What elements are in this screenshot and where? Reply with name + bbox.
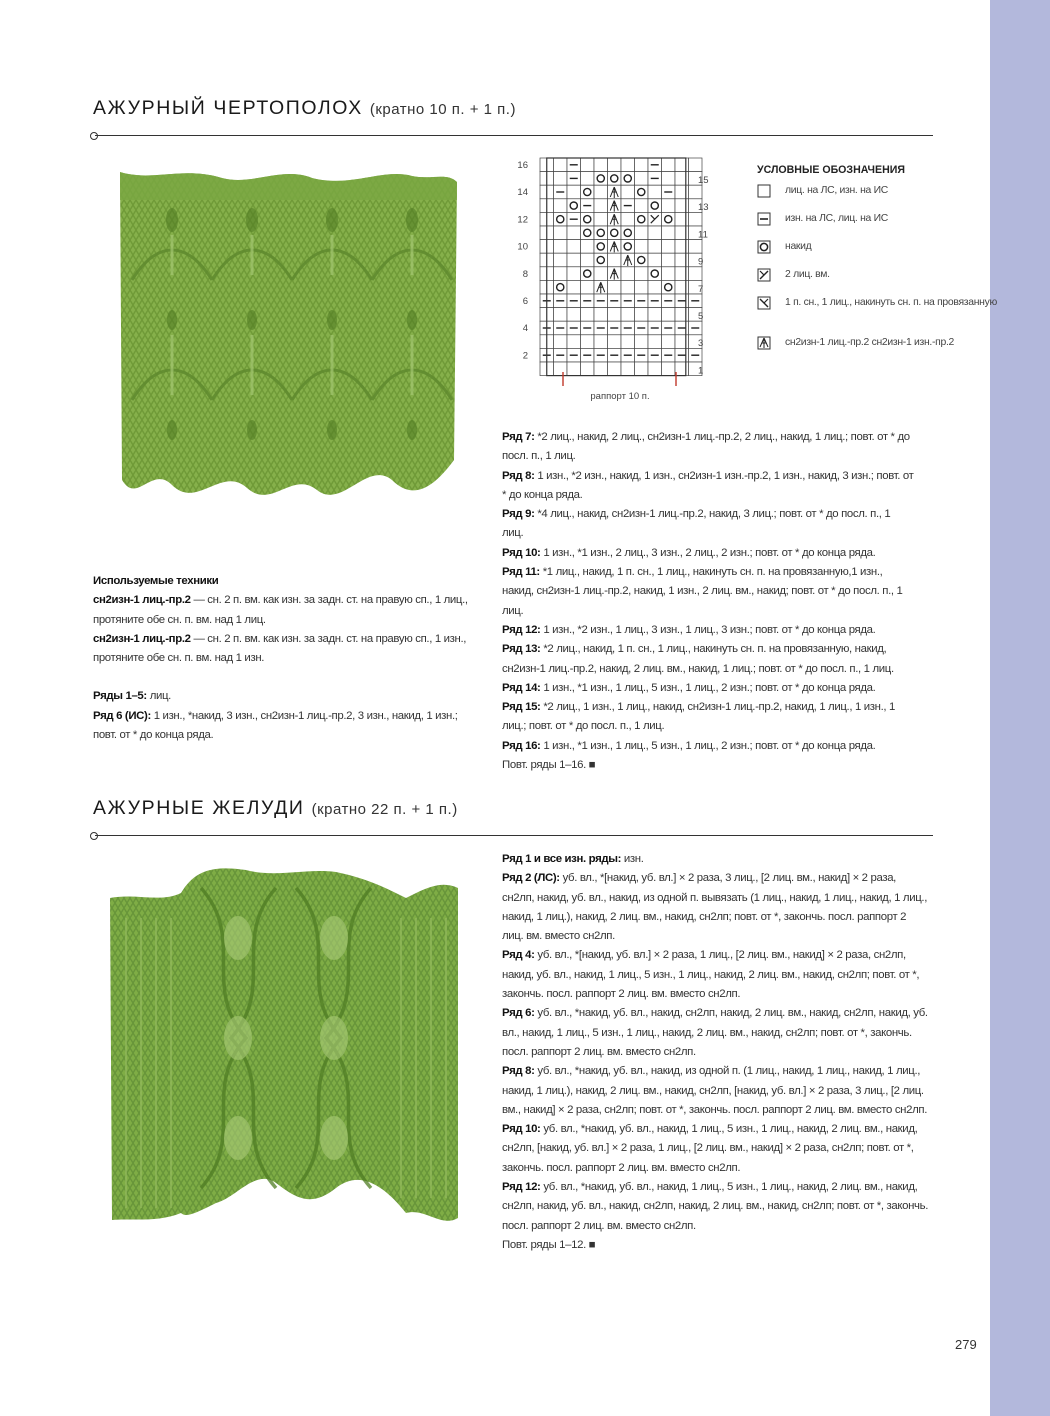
chart-cell: [554, 280, 568, 294]
row-text: уб. вл., *накид, уб. вл., накид, из одной п. (1 лиц., накид, 1 лиц., накид, 1 лиц., накид, 1 лиц.), накид, 2 лиц. вм., накид, сн2лп, [накид, уб. вл.] × 2 раза, 3 лиц., [2 лиц. вм., накид] × 2 раза, сн2лп; повт. от *, закончь. посл. раппорт 2 лиц. вм. вместо сн2лп.: [502, 1065, 928, 1116]
chart-cell: [675, 185, 689, 199]
chart-cell: [648, 267, 662, 281]
row-text: уб. вл., *накид, уб. вл., накид, сн2лп, накид, 2 лиц. вм., накид, сн2лп, накид, уб. вл., накид, 1 лиц., 5 изн., 1 лиц., накид, 2 лиц. вм., накид, сн2лп; повт. от *, закончь. посл. раппорт 2 лиц. вм. вместо сн2лп.: [502, 1007, 928, 1058]
diagonal-left-icon: [757, 268, 771, 282]
row-instruction: [502, 1178, 930, 1236]
row-instruction: [502, 698, 914, 737]
row-label: Ряд 14:: [502, 681, 541, 694]
chart-cell: [608, 308, 622, 322]
chart-cell: [648, 226, 662, 240]
chart-cell: [554, 199, 568, 213]
chart-cell: [662, 362, 676, 376]
chart-cell: [581, 185, 595, 199]
row-number-right: 13: [698, 202, 709, 214]
row-label: Ряд 10:: [502, 546, 541, 559]
chart-cell: [675, 280, 689, 294]
chart-cell: [662, 240, 676, 254]
chart-cell: [554, 253, 568, 267]
section1-title: АЖУРНЫЙ ЧЕРТОПОЛОХ: [93, 97, 363, 119]
legend-item-psso: [757, 296, 997, 332]
row-instruction: [502, 1062, 930, 1120]
row-number-left: 10: [517, 241, 528, 253]
row-number-right: 11: [698, 229, 708, 241]
technique-item: [93, 630, 473, 669]
section2-rule-dot: [90, 832, 98, 840]
row-label: Ряд 12:: [502, 623, 541, 636]
chart-cell: [594, 199, 608, 213]
repeat-label: раппорт 10 п.: [590, 391, 650, 402]
row-label: Ряды 1–5:: [93, 690, 147, 703]
chart-cell: [635, 308, 649, 322]
row-instruction: [502, 946, 930, 1004]
chart-cell: [648, 308, 662, 322]
row-number-right: 3: [698, 338, 704, 350]
section1-subtitle: (кратно 10 п. + 1 п.): [369, 101, 516, 118]
chart-cell: [554, 240, 568, 254]
section2-subtitle: (кратно 22 п. + 1 п.): [311, 801, 458, 818]
row-number-right: 15: [698, 175, 709, 186]
dash-square-icon: [757, 212, 771, 226]
chart-cell: [554, 226, 568, 240]
section2-rows: [502, 850, 930, 1255]
row-text: уб. вл., *[накид, уб. вл.] × 2 раза, 3 лиц., [2 лиц. вм., накид] × 2 раза, сн2лп, накид, уб. вл., накид, из одной п. вывязать (1 лиц., накид, 1 лиц., накид, 1 лиц., накид, 1 лиц.), накид, 2 лиц. вм., накид, сн2лп; повт. от *, закончь. посл. раппорт 2 лиц. вм. вместо сн2лп.: [502, 872, 928, 943]
section2-rule: [95, 835, 933, 836]
legend-psso-text: 1 п. сн., 1 лиц., накинуть сн. п. на провязанную: [785, 297, 997, 308]
row-instruction: [502, 505, 914, 544]
chart-cell: [608, 226, 622, 240]
row-text: уб. вл., *накид, уб. вл., накид, 1 лиц., 5 изн., 1 лиц., накид, 2 лиц. вм., накид, сн2лп, [накид, уб. вл.] × 2 раза, 1 лиц., [2 лиц. вм., накид] × 2 раза, сн2лп; повт. от *, закончь. посл. раппорт 2 лиц. вм. вместо сн2лп.: [502, 1123, 918, 1174]
chart-cell: [662, 172, 676, 186]
chart-cell: [567, 335, 581, 349]
chart-legend: [757, 164, 997, 376]
chart-cell: [594, 158, 608, 172]
chart-cell: [635, 158, 649, 172]
row-label: Ряд 12:: [502, 1181, 541, 1194]
chart-cell: [621, 240, 635, 254]
chart-cell: [635, 335, 649, 349]
chart-cell: [621, 280, 635, 294]
chart-cell: [675, 267, 689, 281]
legend-item-yo: [757, 240, 997, 264]
chart-cell: [581, 308, 595, 322]
row-number-left: 14: [517, 187, 528, 199]
legend-k2tog-text: 2 лиц. вм.: [785, 269, 830, 280]
row-instruction: [502, 428, 914, 467]
chart-cell: [581, 226, 595, 240]
chart-cell: [621, 308, 635, 322]
row-label: Ряд 8:: [502, 1065, 535, 1078]
chart-cell: [594, 335, 608, 349]
chart-cell: [621, 226, 635, 240]
row-instruction: [502, 640, 914, 679]
row-label: Ряд 6:: [502, 1007, 535, 1020]
row-label: Ряд 6 (ИС):: [93, 709, 151, 722]
chart-cell: [689, 267, 703, 281]
chart-cell: [635, 172, 649, 186]
technique-item: [93, 591, 473, 630]
techniques-block: [93, 572, 473, 745]
row-label: Ряд 1 и все изн. ряды:: [502, 853, 622, 865]
chart-cell: [554, 158, 568, 172]
row-instruction: [93, 707, 473, 746]
chart-cell: [567, 280, 581, 294]
row-label: Ряд 13:: [502, 643, 541, 656]
chart-cell: [608, 335, 622, 349]
chart-cell: [675, 335, 689, 349]
chart-cell: [594, 308, 608, 322]
page-number: 279: [955, 1337, 977, 1352]
chart-cell: [621, 212, 635, 226]
chart-cell: [554, 172, 568, 186]
chart-cell: [567, 185, 581, 199]
row-label: Ряд 10:: [502, 1123, 541, 1136]
chart-cell: [608, 253, 622, 267]
chart-cell: [621, 267, 635, 281]
chart-cell: [608, 280, 622, 294]
thistle-chart-grid: [500, 150, 720, 405]
row-instruction: [502, 467, 914, 506]
row-text: уб. вл., *накид, уб. вл., накид, 1 лиц., 5 изн., 1 лиц., накид, 2 лиц. вм., накид, сн2лп, накид, уб. вл., накид, сн2лп, накид, 2 лиц. вм., накид, сн2лп; повт. от *, закончь. посл. раппорт 2 лиц. вм. вместо сн2лп.: [502, 1181, 929, 1232]
chart-cell: [675, 158, 689, 172]
row-text: уб. вл., *[накид, уб. вл.] × 2 раза, 1 лиц., [2 лиц. вм., накид] × 2 раза, сн2лп, накид, уб. вл., накид, 1 лиц., 5 изн., 1 лиц., накид, 2 лиц. вм., накид, сн2лп; повт. от *, закончь. посл. раппорт 2 лиц. вм. вместо сн2лп.: [502, 949, 920, 1001]
row-instruction: [502, 869, 930, 946]
row-label: Ряд 4:: [502, 949, 535, 962]
legend-item-purl: [757, 212, 997, 236]
chart-cell: [554, 212, 568, 226]
chart-cell: [689, 185, 703, 199]
row-instruction: [502, 737, 914, 756]
chart-cell: [594, 212, 608, 226]
row-instruction: [502, 1004, 930, 1062]
chart-cell: [675, 172, 689, 186]
legend-yo-text: накид: [785, 241, 812, 252]
row-number-left: 8: [522, 268, 528, 280]
chart-cell: [648, 199, 662, 213]
side-color-band: [990, 0, 1050, 1416]
chart-cell: [581, 240, 595, 254]
techniques-heading: Используемые техники: [93, 575, 219, 587]
row-text: *2 лиц., 1 изн., 1 лиц., накид, сн2изн-1 лиц.-пр.2, накид, 1 лиц., 1 изн., 1 лиц.; повт. от * до посл. п., 1 лиц.: [502, 701, 896, 733]
chart-cell: [581, 158, 595, 172]
row-number-right: 1: [698, 365, 704, 377]
chart-cell: [635, 199, 649, 213]
chart-cell: [581, 280, 595, 294]
chart-cell: [648, 280, 662, 294]
row-instruction: [502, 621, 914, 640]
thistle-chart: [500, 150, 720, 410]
legend-item-knit: [757, 184, 997, 208]
chart-cell: [662, 335, 676, 349]
section1-heading: [93, 97, 516, 120]
chart-cell: [621, 158, 635, 172]
chart-cell: [608, 158, 622, 172]
row-number-left: 4: [522, 323, 528, 335]
row-text: *2 лиц., накид, 1 п. сн., 1 лиц., накинуть сн. п. на провязанную, накид, сн2изн-1 лиц.-пр.2, накид, 2 лиц. вм., накид, 1 лиц.; повт. от * до посл. п., 1 лиц.: [502, 643, 894, 675]
chart-cell: [594, 253, 608, 267]
row-text: 1 изн., *накид, 3 изн., сн2изн-1 лиц.-пр.2, 3 изн., накид, 1 изн.; повт. от * до конца ряда.: [93, 709, 458, 742]
legend-knit-text: лиц. на ЛС, изн. на ИС: [785, 185, 888, 196]
chart-cell: [567, 253, 581, 267]
legend-item-k2tog: [757, 268, 997, 292]
chart-cell: [621, 362, 635, 376]
chart-cell: [675, 226, 689, 240]
row-text: лиц.: [146, 690, 171, 703]
section1-rule-dot: [90, 132, 98, 140]
chart-cell: [675, 212, 689, 226]
leaf-icon: [757, 336, 771, 350]
row-text: *2 лиц., накид, 2 лиц., сн2изн-1 лиц.-пр.2, 2 лиц., накид, 1 лиц.; повт. от * до посл. п., 1 лиц.: [502, 431, 910, 463]
chart-cell: [581, 362, 595, 376]
section2-title: АЖУРНЫЕ ЖЕЛУДИ: [93, 797, 305, 819]
section2-swatch-photo: [106, 858, 466, 1230]
chart-cell: [648, 335, 662, 349]
chart-cell: [621, 335, 635, 349]
chart-cell: [635, 212, 649, 226]
row-instruction: [502, 1120, 930, 1178]
section1-rows-right: [502, 428, 914, 775]
chart-cell: [594, 226, 608, 240]
acorns-swatch-image: [106, 858, 466, 1230]
chart-cell: [662, 199, 676, 213]
legend-item-leaf: [757, 336, 997, 372]
chart-cell: [675, 253, 689, 267]
chart-cell: [554, 335, 568, 349]
chart-cell: [635, 280, 649, 294]
chart-cell: [662, 158, 676, 172]
row-instruction: [502, 544, 914, 563]
legend-purl-text: изн. на ЛС, лиц. на ИС: [785, 213, 888, 224]
legend-title: УСЛОВНЫЕ ОБОЗНАЧЕНИЯ: [757, 164, 905, 176]
chart-cell: [581, 267, 595, 281]
chart-cell: [635, 240, 649, 254]
chart-cell: [581, 212, 595, 226]
row-text: 1 изн., *1 изн., 2 лиц., 3 изн., 2 лиц., 2 изн.; повт. от * до конца ряда.: [540, 546, 876, 559]
chart-cell: [635, 185, 649, 199]
row-number-left: 6: [522, 296, 528, 307]
chart-cell: [608, 362, 622, 376]
chart-cell: [567, 267, 581, 281]
row-number-left: 16: [517, 160, 528, 171]
technique-desc: — сн. 2 п. вм. как изн. за задн. ст. на правую сп., 1 лиц., протяните обе сн. п. вм. над 1 лиц.: [93, 594, 468, 626]
chart-cell: [648, 253, 662, 267]
thistle-swatch-image: [112, 160, 466, 524]
chart-cell: [635, 362, 649, 376]
chart-cell: [648, 240, 662, 254]
empty-square-icon: [757, 184, 771, 198]
row-label: Ряд 9:: [502, 508, 535, 521]
row-instruction: [502, 563, 914, 621]
chart-cell: [581, 253, 595, 267]
chart-cell: [621, 172, 635, 186]
chart-cell: [567, 308, 581, 322]
chart-cell: [594, 362, 608, 376]
chart-cell: [567, 362, 581, 376]
row-text: 1 изн., *2 изн., накид, 1 изн., сн2изн-1 изн.-пр.2, 1 изн., накид, 3 изн.; повт. от * до конца ряда.: [502, 469, 914, 501]
chart-cell: [554, 308, 568, 322]
chart-cell: [689, 158, 703, 172]
chart-cell: [594, 172, 608, 186]
row-number-right: 5: [698, 311, 704, 322]
section1-swatch-photo: [112, 160, 466, 524]
diagonal-right-icon: [757, 296, 771, 310]
row-text: изн.: [621, 853, 644, 865]
row-number-left: 12: [517, 214, 528, 226]
circle-icon: [757, 240, 771, 254]
chart-cell: [662, 253, 676, 267]
section1-rule: [95, 135, 933, 136]
chart-cell: [675, 240, 689, 254]
chart-cell: [594, 240, 608, 254]
technique-term: сн2изн-1 лиц.-пр.2: [93, 632, 191, 645]
legend-leaf-text: сн2изн-1 лиц.-пр.2 сн2изн-1 изн.-пр.2: [785, 337, 955, 348]
chart-cell: [635, 267, 649, 281]
chart-cell: [635, 253, 649, 267]
chart-cell: [567, 240, 581, 254]
chart-cell: [675, 199, 689, 213]
row-number-right: 9: [698, 256, 704, 268]
row-instruction: [93, 687, 473, 706]
technique-desc: — сн. 2 п. вм. как изн. за задн. ст. на правую сп., 1 изн., протяните обе сн. п. вм. над 1 изн.: [93, 632, 467, 665]
row-label: Ряд 7:: [502, 431, 535, 443]
row-number-left: 2: [522, 350, 528, 362]
row-text: *4 лиц., накид, сн2изн-1 лиц.-пр.2, накид, 3 лиц.; повт. от * до посл. п., 1 лиц.: [502, 508, 891, 540]
chart-cell: [662, 280, 676, 294]
row-label: Ряд 16:: [502, 739, 541, 752]
chart-cell: [635, 226, 649, 240]
chart-cell: [689, 212, 703, 226]
technique-term: сн2изн-1 лиц.-пр.2: [93, 594, 191, 607]
row-text: *1 лиц., накид, 1 п. сн., 1 лиц., накинуть сн. п. на провязанную,1 изн., накид, сн2изн-1 лиц.-пр.2, накид, 1 изн., 2 лиц. вм., накид; повт. от * до посл. п., 1 лиц.: [502, 566, 903, 617]
chart-cell: [662, 308, 676, 322]
row-label: Ряд 15:: [502, 701, 541, 714]
row-instruction: [502, 850, 930, 869]
chart-cell: [648, 362, 662, 376]
chart-cell: [608, 172, 622, 186]
chart-cell: [567, 226, 581, 240]
row-label: Ряд 11:: [502, 566, 540, 579]
chart-cell: [594, 185, 608, 199]
row-instruction: [502, 679, 914, 698]
chart-cell: [621, 185, 635, 199]
chart-cell: [675, 362, 689, 376]
chart-cell: [689, 240, 703, 254]
chart-cell: [594, 267, 608, 281]
row-text: 1 изн., *1 изн., 1 лиц., 5 изн., 1 лиц., 2 изн.; повт. от * до конца ряда.: [540, 681, 876, 694]
chart-cell: [554, 362, 568, 376]
chart-cell: [581, 335, 595, 349]
row-label: Ряд 8:: [502, 469, 535, 482]
chart-cell: [648, 185, 662, 199]
row-text: 1 изн., *2 изн., 1 лиц., 3 изн., 1 лиц., 3 изн.; повт. от * до конца ряда.: [540, 623, 876, 636]
row-label: Ряд 2 (ЛС):: [502, 872, 560, 885]
chart-cell: [662, 267, 676, 281]
row-text: 1 изн., *1 изн., 1 лиц., 5 изн., 1 лиц., 2 изн.; повт. от * до конца ряда.: [540, 739, 876, 752]
chart-cell: [554, 267, 568, 281]
repeat-note: Повт. ряды 1–16. ■: [502, 759, 596, 772]
chart-cell: [662, 226, 676, 240]
chart-cell: [581, 172, 595, 186]
chart-cell: [675, 308, 689, 322]
row-number-right: 7: [698, 283, 704, 295]
section2-heading: [93, 797, 458, 820]
repeat-note: Повт. ряды 1–12. ■: [502, 1238, 596, 1251]
chart-cell: [662, 212, 676, 226]
chart-cell: [567, 199, 581, 213]
